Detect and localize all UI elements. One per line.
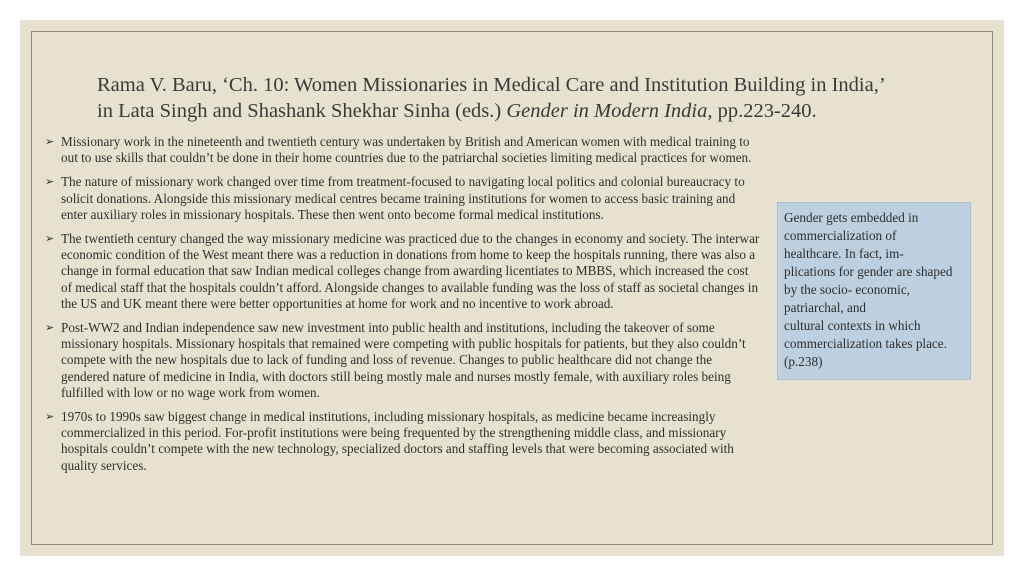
title-line-2 (97, 98, 977, 124)
bullet-text: The twentieth century changed the way missionary medicine was practiced due to the changes in economy and society. The interwar economic condition of the West meant there was a reduction in donations from home to keep the hospitals running, there was also a change in formal education that saw Indian medical colleges change from awarding licentiates to MBBS, which increased the cost of medical staff that the hospitals couldn’t afford. Alongside changes to available funding was the loss of staff as societal changes in the US and UK meant there were better opportunities at home for work and no incentive to work abroad. (61, 231, 760, 311)
callout-line: Gender gets embedded in (784, 210, 919, 225)
callout-line: commercialization of (784, 228, 897, 243)
title-line-1: Rama V. Baru, ‘Ch. 10: Women Missionaries in Medical Care and Institution Building in India,’ (97, 74, 886, 96)
bullet-item (45, 409, 760, 474)
bullet-item (45, 231, 760, 312)
arrow-bullet-icon: ➢ (45, 175, 55, 189)
bullet-text: Missionary work in the nineteenth and twentieth century was undertaken by British and American women with medical training to out to use skills that couldn’t be done in their home countries due to the patriarchal societies limiting medical practices for women. (61, 134, 752, 166)
bullet-text: Post-WW2 and Indian independence saw new investment into public health and institutions, including the takeover of some missionary hospitals. Missionary hospitals that remained were competing with public hospitals for patients, but they also couldn’t compete with the new hospitals due to lack of funding and loss of revenue. Changes to public healthcare did not change the gendered nature of medicine in India, with doctors still being mostly male and nurses mostly female, with auxiliary roles being fulfilled with low or no wage work from women. (61, 320, 746, 400)
callout-line: patriarchal, and (784, 300, 867, 315)
arrow-bullet-icon: ➢ (45, 410, 55, 424)
bullet-item (45, 174, 760, 223)
bullet-text: The nature of missionary work changed over time from treatment-focused to navigating local politics and colonial bureaucracy to solicit donations. Alongside this missionary medical centres became training institutions for women to access basic training and enter auxiliary roles in missionary hospitals. These then went onto become formal medical institutions. (61, 174, 745, 222)
callout-line: plications for gender are shaped (784, 264, 953, 279)
quote-callout-box (777, 202, 971, 380)
slide (20, 20, 1004, 556)
bullet-item (45, 134, 760, 166)
bullet-text: 1970s to 1990s saw biggest change in medical institutions, including missionary hospitals, as medicine became increasingly commercialized in this period. For-profit institutions were being frequented by the strengthening middle class, and missionary hospitals couldn’t compete with the new technology, specialized doctors and staffing levels that were becoming associated with quality services. (61, 409, 734, 473)
arrow-bullet-icon: ➢ (45, 321, 55, 335)
bullet-list (45, 134, 760, 482)
callout-line: by the socio- economic, (784, 282, 910, 297)
callout-line: commercialization takes place. (784, 336, 947, 351)
callout-line: (p.238) (784, 354, 823, 369)
bullet-item (45, 320, 760, 401)
arrow-bullet-icon: ➢ (45, 135, 55, 148)
title-book-name: Gender in Modern India (506, 100, 708, 122)
page-title (97, 72, 977, 124)
callout-line: healthcare. In fact, im- (784, 246, 904, 261)
title-line-2-prefix: in Lata Singh and Shashank Shekhar Sinha (eds.) (97, 100, 507, 122)
title-line-2-suffix: , pp.223-240. (707, 100, 817, 122)
callout-line: cultural contexts in which (784, 318, 921, 333)
arrow-bullet-icon: ➢ (45, 232, 55, 246)
